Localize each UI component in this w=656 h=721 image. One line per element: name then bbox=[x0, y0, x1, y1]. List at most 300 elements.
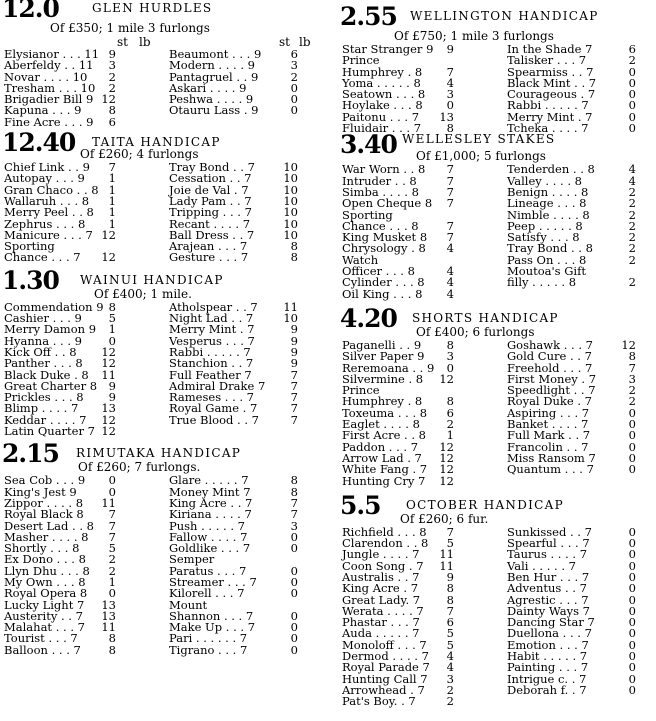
weight-lb: 5 bbox=[446, 637, 454, 652]
horse-name: Lady Pam . . 7 bbox=[169, 193, 252, 208]
weight-lb: 7 bbox=[446, 196, 454, 211]
horse-name: Royal Game . 7 bbox=[169, 401, 258, 416]
horse-name: Black Mint . . 7 bbox=[507, 75, 597, 90]
weight-lb: 12 bbox=[621, 337, 636, 352]
weight-lb: 10 bbox=[283, 311, 298, 326]
horse-name: Elysianor . . . 11 bbox=[4, 47, 100, 61]
horse-name: Otauru Lass . 9 bbox=[169, 103, 259, 118]
weight-lb: 0 bbox=[628, 547, 636, 562]
weight-lb: 0 bbox=[628, 75, 636, 90]
weight-lb: 0 bbox=[628, 581, 636, 596]
race-header bbox=[338, 2, 656, 31]
weight-lb: 0 bbox=[290, 541, 298, 556]
horse-name: Prince bbox=[342, 53, 380, 68]
weight-lb: 0 bbox=[628, 569, 636, 584]
weight-lb: 7 bbox=[446, 173, 454, 188]
horse-name: Chance . . . 8 bbox=[342, 218, 419, 233]
horse-name: Hyanna . . . 9 bbox=[4, 333, 82, 348]
horse-name: True Blood . . 7 bbox=[169, 412, 259, 427]
horse-name: Rabbi . . . . . 7 bbox=[507, 98, 589, 113]
race-subtitle: Of £400; 6 furlongs bbox=[416, 324, 535, 339]
horse-name: Autopay . . . 9 bbox=[4, 171, 85, 186]
weight-lb: 12 bbox=[101, 412, 116, 427]
horse-name: Simba . . . . 8 bbox=[342, 184, 419, 199]
weight-lb: 0 bbox=[290, 103, 298, 118]
entry-row bbox=[338, 286, 656, 301]
horse-name: Royal Duke . 7 bbox=[507, 394, 592, 409]
weight-lb: 4 bbox=[446, 241, 454, 256]
horse-name: Phastar . . . 7 bbox=[342, 615, 420, 630]
horse-name: Goshawk . . . 7 bbox=[507, 337, 593, 352]
race-rimutaka-handicap bbox=[0, 439, 322, 657]
race-time: 2.55 bbox=[340, 2, 397, 31]
horse-name: Askari . . . . 9 bbox=[169, 80, 247, 95]
horse-name: Malahat . . . 7 bbox=[4, 620, 85, 635]
right-column bbox=[338, 0, 656, 708]
weight-lb: 8 bbox=[290, 484, 298, 499]
weight-lb: 8 bbox=[290, 250, 298, 265]
weight-lb: 2 bbox=[108, 69, 116, 84]
horse-name: War Worn . . 8 bbox=[342, 162, 426, 177]
horse-name: Hunting Cry 7 bbox=[342, 473, 426, 488]
weight-lb: 0 bbox=[290, 586, 298, 601]
horse-name: White Fang . 7 bbox=[342, 462, 428, 477]
weight-lb: 10 bbox=[283, 205, 298, 220]
horse-name: Merry Damon 9 bbox=[4, 322, 97, 337]
horse-name: Nimble . . . . 8 bbox=[507, 207, 590, 222]
horse-name: My Own . . . 8 bbox=[4, 574, 86, 589]
weight-lb: 12 bbox=[439, 473, 454, 488]
entry-row bbox=[0, 426, 322, 437]
horse-name: Hunting Call 7 bbox=[342, 671, 428, 686]
weight-lb: 0 bbox=[446, 360, 454, 375]
weight-lb: 7 bbox=[446, 64, 454, 79]
weight-lb: 2 bbox=[628, 184, 636, 199]
race-time: 1.30 bbox=[2, 265, 59, 295]
weight-lb: 8 bbox=[290, 239, 298, 254]
weight-lb: 4 bbox=[628, 173, 636, 188]
weight-lb: 12 bbox=[439, 450, 454, 465]
weight-lb: 0 bbox=[290, 529, 298, 544]
horse-name: Monoloff . . . 7 bbox=[342, 637, 427, 652]
horse-name: Seatown . . . 8 bbox=[342, 87, 426, 102]
weight-lb: 0 bbox=[446, 98, 454, 113]
horse-name: Kapuna . . . 9 bbox=[4, 103, 82, 118]
horse-name: Valley . . . . 8 bbox=[507, 173, 582, 188]
race-wainui-handicap bbox=[0, 265, 322, 439]
horse-name: Merry Mint . 7 bbox=[169, 322, 255, 337]
race-title: SHORTS HANDICAP bbox=[412, 310, 559, 325]
weight-lb: 0 bbox=[290, 608, 298, 623]
col-header-lb: lb bbox=[139, 35, 151, 49]
horse-name: filly . . . . . 8 bbox=[507, 275, 577, 290]
weight-lb: 10 bbox=[283, 216, 298, 231]
weight-lb: 0 bbox=[108, 586, 116, 601]
weight-lb: 2 bbox=[628, 252, 636, 267]
horse-name: Star Stranger 9 bbox=[342, 42, 434, 56]
horse-name: Black Duke . 8 bbox=[4, 367, 89, 382]
horse-name: King's Jest 9 bbox=[4, 484, 77, 499]
weight-lb: 1 bbox=[446, 428, 454, 443]
horse-name: Sporting bbox=[4, 239, 55, 254]
horse-name: Novar . . . . 10 bbox=[4, 69, 88, 84]
weight-lb: 7 bbox=[290, 507, 298, 522]
weight-lb: 2 bbox=[290, 69, 298, 84]
entries-list bbox=[338, 337, 656, 488]
weight-lb: 0 bbox=[628, 405, 636, 420]
entry-row bbox=[338, 243, 656, 254]
weight-lb: 5 bbox=[446, 626, 454, 641]
weight-lb: 13 bbox=[101, 597, 116, 612]
race-title: TAITA HANDICAP bbox=[92, 135, 221, 150]
entry-row bbox=[338, 44, 656, 55]
weight-lb: 0 bbox=[290, 574, 298, 589]
horse-name: Masher . . . . 8 bbox=[4, 529, 89, 544]
weight-lb: 1 bbox=[108, 574, 116, 589]
weight-lb: 0 bbox=[628, 121, 636, 136]
entry-row bbox=[338, 371, 656, 386]
horse-name: First Acre . . 8 bbox=[342, 428, 426, 443]
entries-list bbox=[0, 49, 322, 128]
horse-name: Talisker . . . 7 bbox=[507, 53, 587, 68]
weight-lb: 0 bbox=[290, 563, 298, 578]
weight-lb: 2 bbox=[628, 53, 636, 68]
weight-lb: 12 bbox=[439, 462, 454, 477]
weight-lb: 0 bbox=[628, 626, 636, 641]
horse-name: Auda . . . . . 7 bbox=[342, 626, 420, 641]
horse-name: Cessation . . 7 bbox=[169, 171, 252, 186]
weight-lb: 6 bbox=[290, 47, 298, 61]
weight-lb: 2 bbox=[108, 552, 116, 567]
horse-name: Chance . . . 7 bbox=[4, 250, 81, 265]
horse-name: Cashier . . . 9 bbox=[4, 311, 82, 326]
entry-row bbox=[338, 473, 656, 488]
horse-name: Freehold . . . 7 bbox=[507, 360, 593, 375]
horse-name: Goldlike . . . 7 bbox=[169, 541, 251, 556]
weight-lb: 7 bbox=[446, 184, 454, 199]
horse-name: Ex Dono . . . 8 bbox=[4, 552, 86, 567]
weight-lb: 0 bbox=[628, 671, 636, 686]
weight-lb: 3 bbox=[290, 58, 298, 73]
race-time: 12.0 bbox=[2, 0, 59, 23]
weight-lb: 2 bbox=[628, 394, 636, 409]
horse-name: Wallaruh . . . 8 bbox=[4, 193, 90, 208]
weight-lb: 8 bbox=[446, 121, 454, 136]
horse-name: Cylinder . . . 8 bbox=[342, 275, 425, 290]
race-time: 2.15 bbox=[2, 439, 59, 469]
horse-name: Prince bbox=[342, 383, 380, 398]
horse-name: Commendation 9 bbox=[4, 299, 104, 314]
weight-lb: 0 bbox=[628, 428, 636, 443]
weight-lb: 9 bbox=[446, 42, 454, 56]
horse-name: Rabbi . . . . . 7 bbox=[169, 344, 251, 359]
weight-lb: 0 bbox=[628, 649, 636, 664]
entries-list bbox=[338, 524, 656, 709]
horse-name: Spearful . . . 7 bbox=[507, 536, 590, 551]
weight-lb: 0 bbox=[290, 631, 298, 646]
horse-name: Prickles . . . 8 bbox=[4, 390, 84, 405]
horse-name: Pari . . . . . . 7 bbox=[169, 631, 248, 646]
race-header bbox=[0, 0, 322, 23]
horse-name: Mount bbox=[169, 597, 208, 612]
entries-list bbox=[338, 164, 656, 300]
horse-name: Kilorell . . . 7 bbox=[169, 586, 245, 601]
weight-lb: 4 bbox=[628, 162, 636, 177]
weight-lb: 7 bbox=[446, 230, 454, 245]
weight-lb: 0 bbox=[628, 98, 636, 113]
horse-name: Intruder . . 8 bbox=[342, 173, 417, 188]
weight-lb: 0 bbox=[290, 80, 298, 95]
horse-name: In the Shade 7 bbox=[507, 42, 593, 56]
race-title: WELLESLEY STAKES bbox=[402, 132, 556, 147]
horse-name: Keddar . . . . 7 bbox=[4, 412, 87, 427]
weight-lb: 7 bbox=[108, 529, 116, 544]
horse-name: Recant . . . . 7 bbox=[169, 216, 251, 231]
weight-lb: 8 bbox=[108, 631, 116, 646]
horse-name: Joie de Val . 7 bbox=[169, 182, 249, 197]
horse-name: Semper bbox=[169, 552, 215, 567]
entries-list bbox=[338, 44, 656, 134]
horse-name: Sporting bbox=[342, 207, 393, 222]
horse-name: Tripping . . . 7 bbox=[169, 205, 252, 220]
weight-lb: 9 bbox=[290, 322, 298, 337]
weight-lb: 9 bbox=[108, 390, 116, 405]
horse-name: Paddon . . . 7 bbox=[342, 439, 419, 454]
weight-lb: 9 bbox=[290, 344, 298, 359]
horse-name: Chrysology . 8 bbox=[342, 241, 426, 256]
weight-lb: 3 bbox=[290, 518, 298, 533]
weight-lb: 4 bbox=[446, 660, 454, 675]
horse-name: Arajean . . . 7 bbox=[169, 239, 248, 254]
horse-name: Lucky Light 7 bbox=[4, 597, 85, 612]
weight-lb: 13 bbox=[439, 109, 454, 124]
weight-lb: 8 bbox=[108, 299, 116, 314]
weight-lb: 0 bbox=[628, 558, 636, 573]
weight-lb: 9 bbox=[290, 356, 298, 371]
horse-name: Money Mint 7 bbox=[169, 484, 251, 499]
weight-lb: 0 bbox=[628, 615, 636, 630]
race-time: 12.40 bbox=[2, 128, 76, 158]
horse-name: Latin Quarter 7 bbox=[4, 424, 95, 439]
weight-lb: 8 bbox=[108, 103, 116, 118]
weight-lb: 11 bbox=[101, 495, 116, 510]
weight-lb: 8 bbox=[446, 592, 454, 607]
weight-lb: 6 bbox=[446, 615, 454, 630]
race-subtitle: Of £260; 6 fur. bbox=[400, 511, 489, 526]
horse-name: Great Lady. 7 bbox=[342, 592, 421, 607]
horse-name: Adventus . . 7 bbox=[507, 581, 587, 596]
horse-name: Spearmiss . . 7 bbox=[507, 64, 594, 79]
horse-name: Ball Dress . . 7 bbox=[169, 227, 255, 242]
weight-lb: 3 bbox=[446, 349, 454, 364]
weight-lb: 0 bbox=[628, 450, 636, 465]
horse-name: Full Feather 7 bbox=[169, 367, 252, 382]
horse-name: King Acre . 7 bbox=[342, 581, 419, 596]
weight-lb: 6 bbox=[628, 42, 636, 56]
weight-lb: 7 bbox=[446, 162, 454, 177]
horse-name: Ben Hur . . . 7 bbox=[507, 569, 590, 584]
horse-name: Kick Off . . 8 bbox=[4, 344, 77, 359]
horse-name: Clarendon . . 8 bbox=[342, 536, 429, 551]
horse-name: Royal Parade 7 bbox=[342, 660, 430, 675]
horse-name: Painting . . . 7 bbox=[507, 660, 589, 675]
weight-lb: 10 bbox=[283, 182, 298, 197]
horse-name: Peshwa . . . . 9 bbox=[169, 92, 254, 107]
weight-lb: 0 bbox=[290, 642, 298, 657]
weight-lb: 0 bbox=[628, 462, 636, 477]
horse-name: Quantum . . . 7 bbox=[507, 462, 594, 477]
horse-name: Admiral Drake 7 bbox=[169, 378, 266, 393]
entry-row bbox=[0, 114, 322, 129]
horse-name: Vali . . . . . 7 bbox=[507, 558, 576, 573]
horse-name: Emotion . . . 7 bbox=[507, 637, 589, 652]
weight-lb: 0 bbox=[628, 592, 636, 607]
weight-lb: 7 bbox=[290, 378, 298, 393]
horse-name: Brigadier Bill 9 bbox=[4, 92, 94, 107]
weight-lb: 1 bbox=[108, 193, 116, 208]
weight-lb: 8 bbox=[446, 337, 454, 352]
horse-name: Agrestic . . . 7 bbox=[507, 592, 589, 607]
horse-name: Glare . . . . . 7 bbox=[169, 473, 249, 488]
horse-name: Tcheka . . . . 7 bbox=[507, 121, 589, 136]
weight-lb: 4 bbox=[446, 275, 454, 290]
horse-name: Arrowhead . 7 bbox=[342, 682, 425, 697]
weight-lb: 0 bbox=[290, 92, 298, 107]
horse-name: Night Lad . . 7 bbox=[169, 311, 254, 326]
weight-lb: 12 bbox=[101, 92, 116, 107]
weight-lb: 3 bbox=[446, 671, 454, 686]
weight-lb: 12 bbox=[101, 356, 116, 371]
weight-lb: 0 bbox=[108, 473, 116, 488]
weight-lb: 10 bbox=[283, 171, 298, 186]
horse-name: Banket . . . . 7 bbox=[507, 417, 589, 432]
horse-name: King Acre . . 7 bbox=[169, 495, 253, 510]
weight-lb: 9 bbox=[290, 333, 298, 348]
horse-name: Paitonu . . . 7 bbox=[342, 109, 420, 124]
horse-name: Coon Song . 7 bbox=[342, 558, 424, 573]
horse-name: Vesperus . . . 7 bbox=[169, 333, 255, 348]
race-october-handicap bbox=[338, 490, 656, 709]
horse-name: Silver Paper 9 bbox=[342, 349, 425, 364]
horse-name: Manicure . . . 7 bbox=[4, 227, 93, 242]
horse-name: Tresham . . . 10 bbox=[4, 80, 96, 95]
horse-name: Desert Lad . . 8 bbox=[4, 518, 94, 533]
horse-name: Officer . . . 8 bbox=[342, 264, 415, 279]
horse-name: Zippor . . . . 8 bbox=[4, 495, 84, 510]
horse-name: Paratus . . . 7 bbox=[169, 563, 247, 578]
weight-lb: 0 bbox=[628, 87, 636, 102]
horse-name: Paganelli . . 9 bbox=[342, 337, 422, 352]
horse-name: Speedlight . . 7 bbox=[507, 383, 596, 398]
weight-lb: 8 bbox=[446, 581, 454, 596]
horse-name: Oil King . . . 8 bbox=[342, 286, 423, 301]
horse-name: Push . . . . . 7 bbox=[169, 518, 245, 533]
horse-name: Dancing Star 7 bbox=[507, 615, 595, 630]
horse-name: Habit . . . . . 7 bbox=[507, 649, 588, 664]
horse-name: Aberfeldy . . 11 bbox=[4, 58, 94, 73]
horse-name: Austerity . . 7 bbox=[4, 608, 83, 623]
horse-name: Llyn Dhu . . . 8 bbox=[4, 563, 90, 578]
weight-lb: 1 bbox=[108, 216, 116, 231]
horse-name: Tigrano . . . 7 bbox=[169, 642, 248, 657]
weight-lb: 5 bbox=[446, 536, 454, 551]
horse-name: Benign . . . . 8 bbox=[507, 184, 589, 199]
horse-name: Royal Opera 8 bbox=[4, 586, 88, 601]
race-subtitle: Of £1,000; 5 furlongs bbox=[416, 149, 546, 164]
weight-lb: 7 bbox=[108, 507, 116, 522]
horse-name: Dainty Ways 7 bbox=[507, 603, 590, 618]
weight-lb: 3 bbox=[446, 87, 454, 102]
horse-name: Atholspear . . 7 bbox=[169, 299, 258, 314]
horse-name: Stanchion . . 7 bbox=[169, 356, 254, 371]
weight-lb: 11 bbox=[439, 547, 454, 562]
weight-lb: 0 bbox=[290, 620, 298, 635]
weight-lb: 8 bbox=[108, 642, 116, 657]
horse-name: Duellona . . . 7 bbox=[507, 626, 592, 641]
weight-lb: 10 bbox=[283, 227, 298, 242]
weight-lb: 2 bbox=[446, 682, 454, 697]
weight-lb: 4 bbox=[446, 264, 454, 279]
weight-lb: 0 bbox=[628, 682, 636, 697]
weight-lb: 12 bbox=[101, 227, 116, 242]
horse-name: Australis . . 7 bbox=[342, 569, 420, 584]
horse-name: Reremoana . . 9 bbox=[342, 360, 435, 375]
horse-name: Shortly . . . 8 bbox=[4, 541, 80, 556]
race-title: WAINUI HANDICAP bbox=[80, 272, 224, 287]
race-time: 3.40 bbox=[340, 130, 397, 160]
weight-lb: 4 bbox=[446, 286, 454, 301]
weight-lb: 5 bbox=[108, 541, 116, 556]
horse-name: Panther . . . 8 bbox=[4, 356, 83, 371]
horse-name: Humphrey . 8 bbox=[342, 394, 423, 409]
horse-name: Fine Acre . . . 9 bbox=[4, 114, 94, 129]
weight-lb: 7 bbox=[108, 160, 116, 175]
weight-lb: 12 bbox=[439, 439, 454, 454]
horse-name: Tray Bond . . 7 bbox=[169, 160, 255, 175]
weight-lb: 0 bbox=[628, 660, 636, 675]
horse-name: Gran Chaco . . 8 bbox=[4, 182, 99, 197]
horse-name: Blimp . . . . 7 bbox=[4, 401, 79, 416]
horse-name: Arrow Lad . 7 bbox=[342, 450, 422, 465]
weight-lb: 7 bbox=[628, 360, 636, 375]
weight-lb: 3 bbox=[108, 58, 116, 73]
weight-lb: 2 bbox=[628, 207, 636, 222]
horse-name: Fluidair . . . 7 bbox=[342, 121, 422, 136]
horse-name: Peep . . . . . 8 bbox=[507, 218, 583, 233]
race-title: WELLINGTON HANDICAP bbox=[410, 9, 599, 23]
weight-lb: 7 bbox=[108, 518, 116, 533]
weight-lb: 7 bbox=[446, 603, 454, 618]
race-taita-handicap bbox=[0, 128, 322, 265]
horse-name: Pass On . . . 8 bbox=[507, 252, 587, 267]
entry-row bbox=[338, 696, 656, 707]
horse-name: Open Cheque 8 bbox=[342, 196, 433, 211]
horse-name: Balloon . . . 7 bbox=[4, 642, 81, 657]
horse-name: Make Up . . . 7 bbox=[169, 620, 256, 635]
race-wellesley-stakes bbox=[338, 130, 656, 301]
weight-lb: 7 bbox=[290, 412, 298, 427]
weight-lb: 9 bbox=[108, 47, 116, 61]
horse-name: Toxeuma . . . 8 bbox=[342, 405, 428, 420]
weight-lb: 6 bbox=[108, 114, 116, 129]
horse-name: Kiriana . . . . 7 bbox=[169, 507, 252, 522]
weight-lb: 7 bbox=[290, 367, 298, 382]
horse-name: Watch bbox=[342, 252, 379, 267]
race-time: 5.5 bbox=[340, 490, 381, 520]
weight-lb: 9 bbox=[446, 569, 454, 584]
horse-name: Hoylake . . . 8 bbox=[342, 98, 423, 113]
horse-name: First Money . 7 bbox=[507, 371, 597, 386]
